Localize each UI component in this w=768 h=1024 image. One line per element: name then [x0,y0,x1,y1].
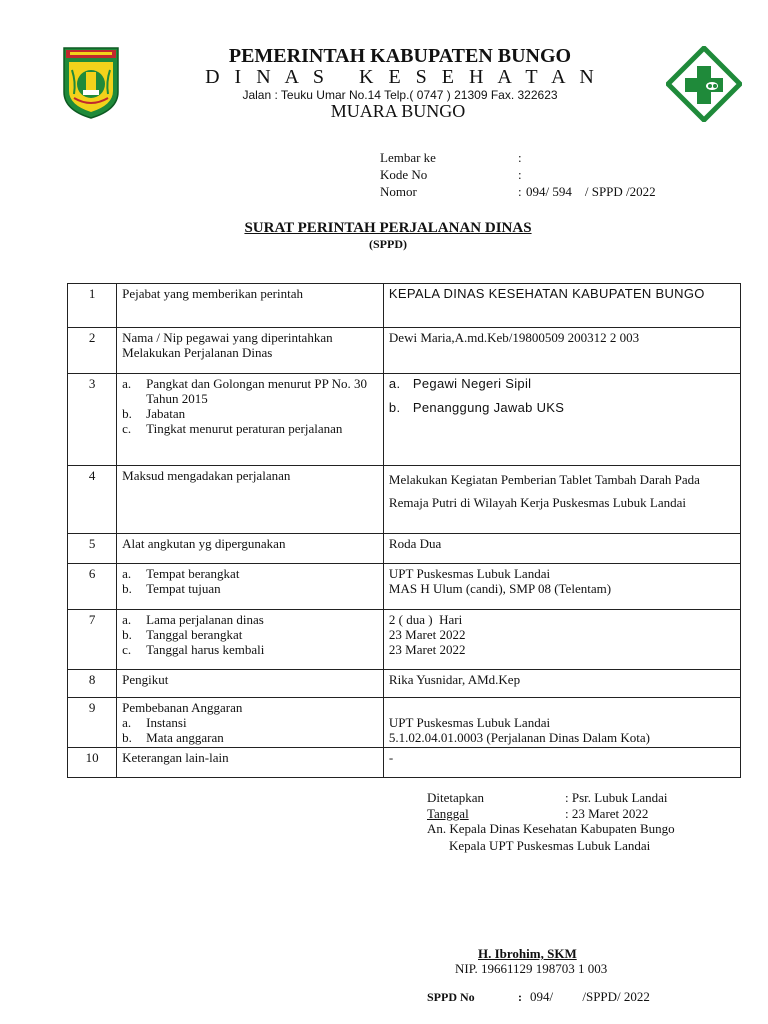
meta-colon: : [518,184,522,199]
sub-letter: a. [122,376,132,391]
document-title: SURAT PERINTAH PERJALANAN DINAS [244,220,532,236]
table-row [68,284,741,328]
meta-colon: : [518,167,522,182]
row-description: Maksud mengadakan perjalanan [117,466,384,534]
sub-letter: b. [122,406,132,421]
row-number: 3 [68,374,117,466]
row-value-line: 23 Maret 2022 [388,627,466,642]
row-description-line: Nama / Nip pegawai yang diperintahkan [122,330,333,345]
header-government: PEMERINTAH KABUPATEN BUNGO [228,45,572,67]
meta-label: Nomor [380,184,417,199]
table-row [68,698,741,748]
table-row [68,374,741,466]
signatory-nip: NIP. 19661129 198703 1 003 [455,961,608,976]
tanggal-value: : 23 Maret 2022 [565,806,649,821]
an-line: An. Kepala Dinas Kesehatan Kabupaten Bungo [427,821,675,836]
row-number: 9 [68,698,117,748]
sub-letter: a. [122,566,132,581]
row-value-line: 23 Maret 2022 [388,642,466,657]
row-value: KEPALA DINAS KESEHATAN KABUPATEN BUNGO [383,284,740,328]
sub-letter: a. [388,376,401,391]
sub-letter: b. [122,627,132,642]
row-description [117,328,384,374]
sub-text: Tempat tujuan [146,581,221,596]
header-address: Jalan : Teuku Umar No.14 Telp.( 0747 ) 21309 Fax. 322623 [242,88,558,102]
row-value-line: 5.1.02.04.01.0003 (Perjalanan Dinas Dalam Kota) [388,730,650,745]
row-description-line: Melakukan Perjalanan Dinas [122,345,273,360]
row-number: 8 [68,670,117,698]
header-city: MUARA BUNGO [330,101,466,121]
row-value-line: UPT Puskesmas Lubuk Landai [388,715,551,730]
row-value [383,610,740,670]
meta-colon: : [518,150,522,165]
signatory-name: H. Ibrohim, SKM [478,946,577,961]
sub-letter: b. [122,730,132,745]
table-row [68,670,741,698]
meta-value: 094/ 594 / SPPD /2022 [526,184,656,199]
row-description [117,374,384,466]
table-row [68,610,741,670]
sub-letter: b. [388,400,401,415]
tanggal-label: Tanggal [427,806,469,821]
row-number: 10 [68,748,117,778]
document-subtitle: (SPPD) [369,237,407,251]
row-value-line: 2 ( dua ) Hari [388,612,463,627]
sub-text: Tanggal harus kembali [146,642,265,657]
sub-text: Penanggung Jawab UKS [412,400,565,415]
row-value [383,698,740,748]
row-description [117,564,384,610]
footer-sppd-value: 094/ /SPPD/ 2022 [530,989,650,1004]
sub-text: Lama perjalanan dinas [146,612,264,627]
table-row [68,748,741,778]
sub-letter: b. [122,581,132,596]
table-row [68,328,741,374]
row-number: 5 [68,534,117,564]
row-description-line: Pembebanan Anggaran [122,700,243,715]
sub-text: Jabatan [146,406,186,421]
sub-letter: a. [122,612,132,627]
table-row [68,534,741,564]
ditetapkan-label: Ditetapkan [427,790,485,805]
tanggal-line [427,806,667,822]
footer-colon: : [518,990,522,1004]
header-agency: D I N A S K E S E H A T A N [205,66,599,88]
row-description [117,698,384,748]
row-value: Melakukan Kegiatan Pemberian Tablet Tambah Darah Pada Remaja Putri di Wilayah Kerja Puskesmas Lubuk Landai [383,466,740,534]
kepala-line: Kepala UPT Puskesmas Lubuk Landai [449,838,651,853]
footer-sppd-label: SPPD No [427,990,475,1004]
row-number: 1 [68,284,117,328]
row-description: Pejabat yang memberikan perintah [117,284,384,328]
sub-text: Instansi [146,715,187,730]
sub-text: Tanggal berangkat [146,627,243,642]
row-description: Keterangan lain-lain [117,748,384,778]
row-value [383,564,740,610]
sub-letter: a. [122,715,132,730]
sppd-table [67,283,741,778]
row-value: Rika Yusnidar, AMd.Kep [383,670,740,698]
row-value [383,374,740,466]
row-value-line: MAS H Ulum (candi), SMP 08 (Telentam) [388,581,612,596]
meta-label: Kode No [380,167,428,182]
row-value-line: UPT Puskesmas Lubuk Landai [388,566,551,581]
sub-text: Tingkat menurut peraturan perjalanan [146,421,343,436]
ditetapkan-value: : Psr. Lubuk Landai [565,790,668,805]
table-row [68,564,741,610]
row-number: 4 [68,466,117,534]
row-description: Pengikut [117,670,384,698]
table-row [68,466,741,534]
row-value: Roda Dua [383,534,740,564]
row-number: 6 [68,564,117,610]
sub-text: Tempat berangkat [146,566,240,581]
sub-text: Pegawi Negeri Sipil [412,376,532,391]
sub-letter: c. [122,642,132,657]
meta-label: Lembar ke [380,150,436,165]
row-value: - [383,748,740,778]
row-value: Dewi Maria,A.md.Keb/19800509 200312 2 003 [383,328,740,374]
row-description [117,610,384,670]
row-number: 2 [68,328,117,374]
row-number: 7 [68,610,117,670]
row-description: Alat angkutan yg dipergunakan [117,534,384,564]
ditetapkan-line [427,790,484,806]
sub-letter: c. [122,421,132,436]
sub-text: Mata anggaran [146,730,224,745]
sub-text: Pangkat dan Golongan menurut PP No. 30 Tahun 2015 [146,376,368,406]
